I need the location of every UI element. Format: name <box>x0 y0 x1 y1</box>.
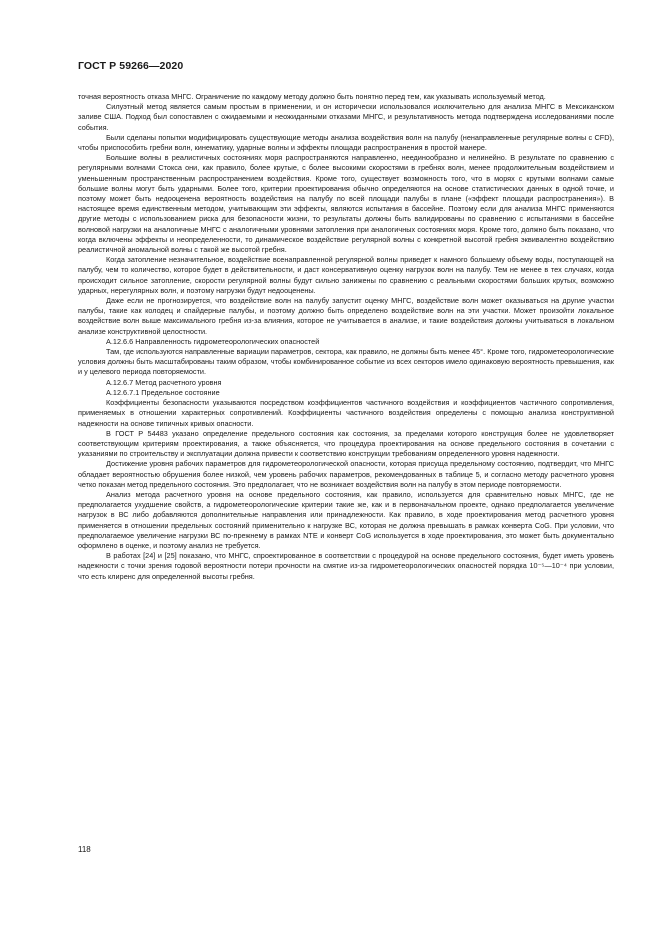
paragraph: Большие волны в реалистичных состояниях моря распространяются направленно, неединообразно и нелинейно. В результате по сравнению с регулярными волнами Стокса они, как правило, более крутые, с более высокими скоростями в гребнях волн, менее продолжительным воздействием и уменьшенным пространственным распространением воздействия. Кроме того, существует возможность того, что в морях с крутыми волнами самые большие волны могут быть ударными. Более того, критерии проектирования обычно определяются на основе статистических данных в одной точке, и поэтому может быть недооценена вероятность воздействия на палубу по всей площади палубы в плане («эффект площади распространения»). В настоящее время единственным методом, учитывающим эти эффекты, являются испытания в бассейне. Поэтому если для анализа МНГС применяются другие методы с использованием риска для безопасности жизни, то результаты должны быть валидированы по сравнению с испытаниями в бассейне волновой нагрузки на аналогичные МНГС с аналогичными уровнями затопления при аналогичных состояниях моря. Кроме того, должно быть показано, что когда включены эффекты и неопределенности, то динамическое воздействие регулярной волны с конкретной высотой гребня эквивалентно воздействию реалистичной аномальной волны с такой же высотой гребня. <box>78 153 614 255</box>
paragraph: точная вероятность отказа МНГС. Ограничение по каждому методу должно быть понятно перед тем, как указывать используемый метод. <box>78 92 546 101</box>
paragraph: Достижение уровня рабочих параметров для гидрометеорологической опасности, которая присуща предельному состоянию, подтвердит, что МНГС обладает вероятностью обрушения более низкой, чем уровень рабочих параметров, рекомендованных в таблице 5, и согласно методу расчетного уровня четко показан метод предельного состояния. Это предполагает, что не возникает воздействия волн на палубу в этом периоде повторяемости. <box>78 459 614 489</box>
subsection-heading: А.12.6.7.1 Предельное состояние <box>106 387 220 397</box>
paragraph: Были сделаны попытки модифицировать существующие методы анализа воздействия волн на палубу (ненаправленные регулярные волны с CFD), чтобы приспособить гребни волн, кинематику, ударные волны и эффекты площади распространения в простой манере. <box>78 132 614 153</box>
paragraph: В работах [24] и [25] показано, что МНГС, спроектированное в соответствии с процедурой на основе предельного состояния, будет иметь уровень надежности с точки зрения годовой вероятности потери прочности на смятие из-за гидрометеорологических опасностей порядка 10⁻⁵—10⁻⁴ при условии, что есть клиренс для определенной высоты гребня. <box>78 551 614 581</box>
paragraph: В ГОСТ Р 54483 указано определение предельного состояния как состояния, за пределами которого конструкция более не удовлетворяет соответствующим критериям проектирования, а также объясняется, что процедура проектирования на основе предельного состояния в сочетании с указаниями по строительству и эксплуатации должна привести к соответствию конструкции требованиям определенного уровня надежности. <box>78 428 614 459</box>
paragraph: Когда затопление незначительное, воздействие всенаправленной регулярной волны приведет к намного большему объему воды, поступающей на палубу, чем то количество, которое будет в действительности, и даст консервативную оценку нагрузок волн на палубу. Тем не менее в тех случаях, когда происходит сильное затопление, скорости регулярной волны будут сильно занижены по сравнению с реальными скоростями больших крутых, возможно ударных, нерегулярных волн, и поэтому нагрузки будут недооценены. <box>78 255 614 295</box>
paragraph: Коэффициенты безопасности указываются посредством коэффициентов частичного воздействия и коэффициентов частичного сопротивления, применяемых в отношении характерных сопротивлений. Коэффициенты частичного воздействия определены с помощью анализа конструктивной надежности на основе типичных кривых опасности. <box>78 398 614 428</box>
document-body <box>78 92 614 582</box>
section-heading: А.12.6.7 Метод расчетного уровня <box>106 377 222 387</box>
document-header: ГОСТ Р 59266—2020 <box>78 60 184 72</box>
paragraph: Там, где используются направленные вариации параметров, сектора, как правило, не должны быть менее 45°. Кроме того, гидрометеорологические условия должны быть масштабированы таким образом, чтобы комбинированное событие из всех секторов имело одинаковую вероятность превышения, как и у целевого периода повторяемости. <box>78 347 614 377</box>
paragraph: Анализ метода расчетного уровня на основе предельного состояния, как правило, используется для сравнительно новых МНГС, где не предполагается ухудшение свойств, а гидрометеорологические критерии такие же, как и в первоначальном проекте, однако предполагается увеличение нагрузок в ВС либо добавляются дополнительные направления или принадлежности. Как правило, в ходе проектирования метод расчетного уровня применяется в отношении предельных состояний применительно к нагрузке ВС, которая не должна превышать в рамках конверта CoG. При условии, что предполагаемое увеличение нагрузки ВС по-прежнему в рамках NTE и конверт CoG используется в ходе проектирования, это может быть документально оформлено в оценке, и поэтому анализ не требуется. <box>78 489 614 550</box>
paragraph: Силуэтный метод является самым простым в применении, и он исторически использовался исключительно для анализа МНГС в Мексиканском заливе США. Подход был сопоставлен с ожидаемыми и неожиданными отказами МНГС, и результативность метода подтверждена исследованиями после события. <box>78 102 614 132</box>
page-number: 118 <box>78 845 91 854</box>
paragraph: Даже если не прогнозируется, что воздействие волн на палубу запустит оценку МНГС, воздействие волн может оказываться на другие участки палубы, такие как колодец и спайдерные палубы, и поэтому должно быть определено воздействие волн на эти участки. Может произойти локальное воздействие волн выше максимального гребня из-за влияния, которое не учитывается в анализе, и такие воздействия должны учитываться в локальном анализе конструктивной целостности. <box>78 296 614 336</box>
section-heading: А.12.6.6 Направленность гидрометеорологических опасностей <box>106 336 320 346</box>
